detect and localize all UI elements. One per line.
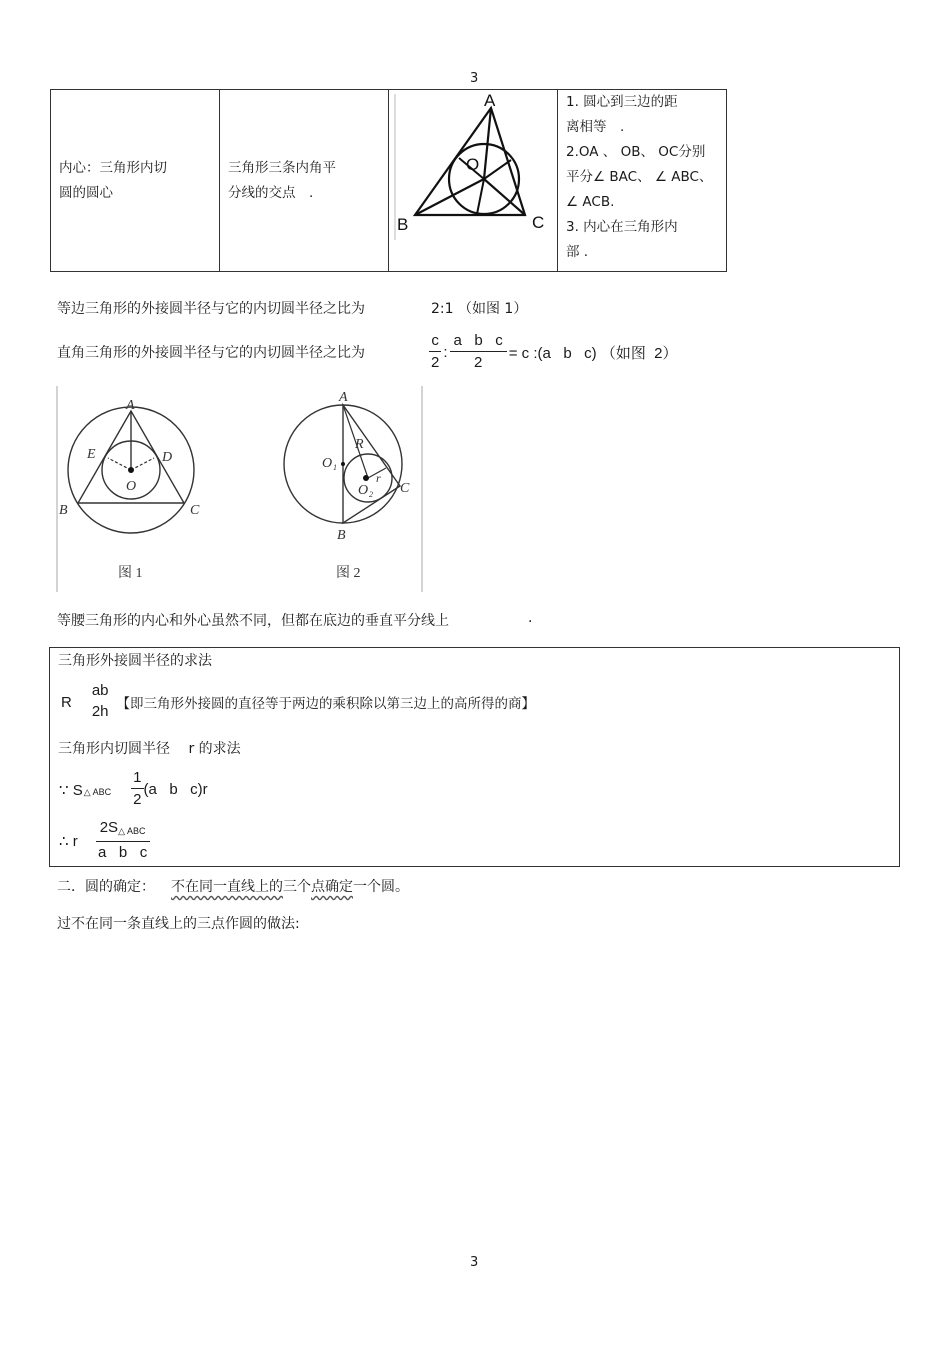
fig2-label-b: B xyxy=(337,528,346,543)
fraction-numerator xyxy=(96,818,150,842)
fig1-label-d: D xyxy=(162,450,173,465)
fig2-label-o1: O xyxy=(322,456,333,471)
fraction-denominator: 2 xyxy=(431,354,440,371)
fraction-numerator: 1 xyxy=(131,768,143,789)
circle-determination xyxy=(57,876,409,896)
fig1-label-o: O xyxy=(126,479,137,494)
fraction-denominator: a b c xyxy=(98,844,148,861)
isosceles-note-end: . xyxy=(528,610,533,626)
symbol-r-big: R xyxy=(61,693,72,711)
fig2-label-o1-sub: 1 xyxy=(333,463,337,472)
underlined-phrase-2: 点确定 xyxy=(311,879,353,895)
fig2-label-c: C xyxy=(400,481,410,496)
vertex-label-a: A xyxy=(484,91,496,110)
numerator-text: 2S xyxy=(99,819,119,836)
isosceles-note: 等腰三角形的内心和外心虽然不同，但都在底边的垂直平分线上 xyxy=(57,613,449,629)
ratio-colon: : xyxy=(443,344,448,361)
because-symbol: ∵ S xyxy=(59,781,83,799)
fig2-label-o2: O xyxy=(358,483,369,498)
inradius-formula xyxy=(59,818,150,864)
incenter-table xyxy=(50,89,727,272)
fraction-numerator: a b c xyxy=(450,331,507,352)
fraction-denominator: 2h xyxy=(91,703,109,720)
area-subscript: △ ABC xyxy=(83,787,112,797)
figure-cell xyxy=(389,90,558,272)
conclusion-line-2: 离相等 . xyxy=(566,119,625,135)
fraction-sum-over-2 xyxy=(450,331,507,374)
fig1-label-a: A xyxy=(126,398,135,413)
definition-line-1: 内心：三角形内切 xyxy=(59,159,167,176)
definition-line-2: 圆的圆心 xyxy=(59,184,113,201)
fig2-label-r-upper: R xyxy=(355,437,364,452)
ratio-result: = c :(a b c) （如图 2） xyxy=(508,345,678,362)
right-triangle-ratio-text: 直角三角形的外接圆半径与它的内切圆半径之比为 xyxy=(57,345,365,361)
area-formula xyxy=(59,768,208,811)
vertex-label-b: B xyxy=(397,215,409,234)
definition-cell xyxy=(51,90,220,272)
fraction-ab-over-2h xyxy=(90,681,111,723)
conclusion-line-7: 部 . xyxy=(566,244,589,260)
therefore-symbol: ∴ r xyxy=(59,833,78,850)
fraction-c-over-2 xyxy=(429,331,441,374)
conclusion-cell xyxy=(558,90,727,272)
property-line-2: 分线的交点 . xyxy=(228,184,314,201)
phrase-suffix: 一个圆。 xyxy=(353,879,409,895)
fraction-numerator: ab xyxy=(91,682,109,699)
construction-heading: 过不在同一条直线上的三点作圆的做法: xyxy=(57,916,300,932)
property-line-1: 三角形三条内角平 xyxy=(228,159,336,176)
circumradius-title: 三角形外接圆半径的求法 xyxy=(58,653,212,669)
fraction-numerator: c xyxy=(429,331,441,352)
circumradius-formula xyxy=(61,681,535,723)
equilateral-ratio-value: 2:1 （如图 1） xyxy=(431,301,528,317)
incircle-figure xyxy=(389,90,557,262)
conclusion-line-3: 2.OA 、 OB、 OC分别 xyxy=(566,144,706,160)
conclusion-line-1: 1. 圆心到三边的距 xyxy=(566,94,678,110)
conclusion-line-5: ∠ ACB. xyxy=(566,194,615,210)
fraction-denominator: 2 xyxy=(133,791,142,808)
table-row xyxy=(51,90,727,272)
fig1-label-b: B xyxy=(59,503,68,518)
fig1-label-e: E xyxy=(87,447,96,462)
phrase-mid: 三个 xyxy=(283,879,311,895)
fraction-2s-over-perimeter xyxy=(96,818,150,864)
figure-2-right-triangle xyxy=(284,390,410,581)
inradius-title: 三角形内切圆半径 r 的求法 xyxy=(58,741,241,757)
numerator-subscript: △ ABC xyxy=(118,826,146,836)
fraction-one-half xyxy=(131,768,143,811)
circumradius-note: 【即三角形外接圆的直径等于两边的乘积除以第三边上的高所得的商】 xyxy=(116,696,536,712)
fraction-denominator: 2 xyxy=(473,354,483,371)
vertex-label-c: C xyxy=(532,213,545,232)
center-label-o: O xyxy=(466,155,480,174)
right-triangle-ratio-formula xyxy=(429,331,678,374)
conclusion-line-4: 平分∠ BAC、 ∠ ABC、 xyxy=(566,169,713,185)
fig2-label-r-lower: r xyxy=(376,471,381,485)
underlined-phrase-1: 不在同一直线上的 xyxy=(171,879,283,895)
radius-formula-box xyxy=(49,647,900,867)
equilateral-ratio-text: 等边三角形的外接圆半径与它的内切圆半径之比为 xyxy=(57,301,365,317)
fig2-label-a: A xyxy=(339,390,348,405)
figures-panel xyxy=(56,386,424,592)
page-number-bottom: 3 xyxy=(470,1255,479,1270)
fig1-label-c: C xyxy=(190,503,200,518)
fig1-caption: 图 1 xyxy=(118,566,143,581)
fig2-caption: 图 2 xyxy=(336,566,361,581)
property-cell xyxy=(220,90,389,272)
figure-1-equilateral xyxy=(59,398,200,581)
conclusion-line-6: 3. 内心在三角形内 xyxy=(566,219,678,235)
area-expression: (a b c)r xyxy=(143,781,208,798)
page-number-top: 3 xyxy=(470,71,479,86)
section-prefix: 二．圆的确定： xyxy=(57,879,155,895)
fig2-label-o2-sub: 2 xyxy=(369,490,373,499)
